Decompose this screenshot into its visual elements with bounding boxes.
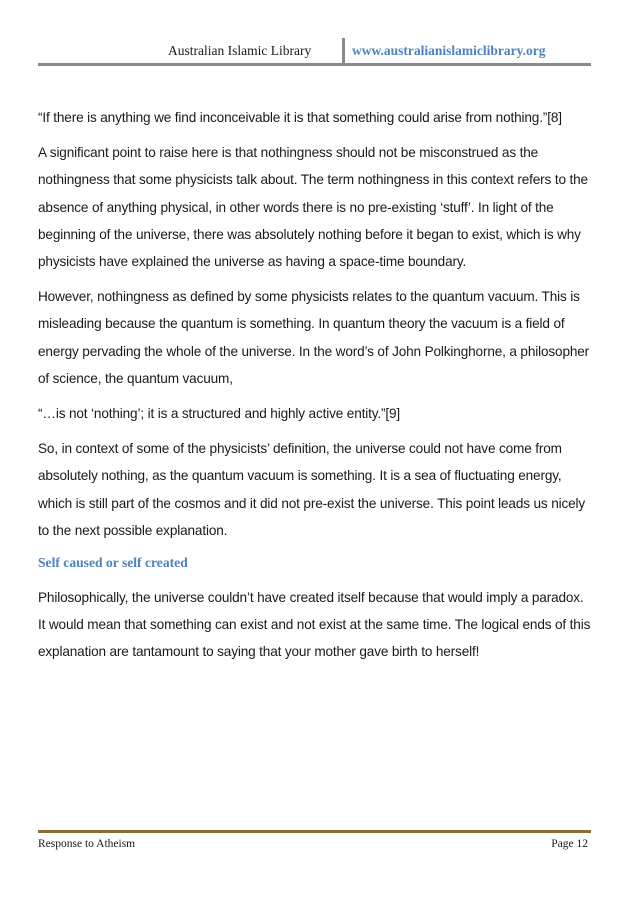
header-title: Australian Islamic Library [168,43,312,58]
body-paragraph: However, nothingness as defined by some physicists relates to the quantum vacuum. This is misleading because the quantum is something. In quantum theory the vacuum is a field of energy pervading the whole of the universe. In the word’s of John Polkinghorne, a philosopher of science, the quantum vacuum, [38,289,590,386]
footer-document-title: Response to Atheism [38,838,136,850]
body-paragraph: So, in context of some of the physicists’ definition, the universe could not have come from absolutely nothing, as the quantum vacuum is something. It is a sea of fluctuating energy, which is still part of the cosmos and it did not pre-exist the universe. This point leads us nicely to the next possible explanation. [38,441,586,538]
quote-paragraph: “…is not ‘nothing’; it is a structured and highly active entity.”[9] [38,406,401,422]
footer-rule [38,830,591,833]
footer-page-number: Page 12 [551,838,588,850]
body-paragraph: A significant point to raise here is that nothingness should not be misconstrued as the nothingness that some physicists talk about. The term nothingness in this context refers to the absence of anything physical, in other words there is no pre-existing ‘stuff’. In light of the beginning of the universe, there was absolutely nothing before it began to exist, which is why physicists have explained the universe as having a space-time boundary. [38,145,588,270]
header-rule [38,63,591,66]
page-header [0,38,638,68]
header-divider [342,38,345,64]
page-body [38,104,594,674]
quote-paragraph: “If there is anything we find inconceivable it is that something could arise from nothing.”[8] [38,110,562,125]
body-paragraph: Philosophically, the universe couldn’t have created itself because that would imply a paradox. It would mean that something can exist and not exist at the same time. The logical ends of this explanation are tantamount to saying that your mother gave birth to herself! [38,590,591,660]
header-url-link[interactable]: www.australianislamiclibrary.org [352,43,546,58]
section-heading: Self caused or self created [38,555,188,571]
